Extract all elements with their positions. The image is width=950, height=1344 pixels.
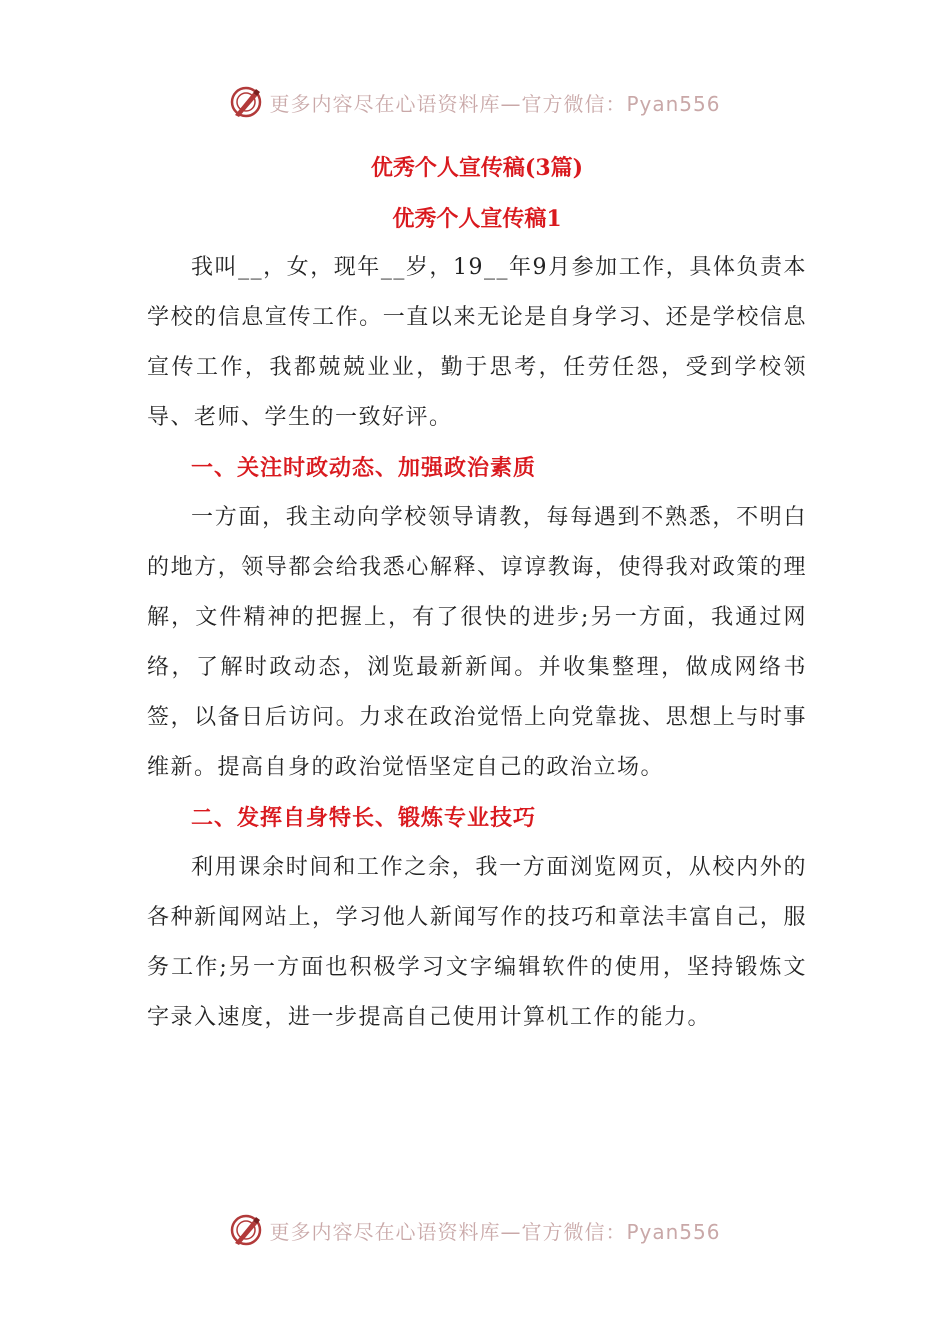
section-body-1: 一方面，我主动向学校领导请教，每每遇到不熟悉，不明白的地方，领导都会给我悉心解释、谆谆教诲，使得我对政策的理解，文件精神的把握上，有了很快的进步;另一方面，我通过网络，了解时政动态，浏览最新新闻。并收集整理，做成网络书签，以备日后访问。力求在政治觉悟上向党靠拢、思想上与时事维新。提高自身的政治觉悟坚定自己的政治立场。 [147, 505, 807, 780]
document-title: 优秀个人宣传稿(3篇) [370, 155, 584, 181]
watermark-text: 更多内容尽在心语资料库—官方微信：Pyan556 [269, 1219, 721, 1244]
section-heading-1: 一、关注时政动态、加强政治素质 [191, 455, 537, 481]
watermark-text: 更多内容尽在心语资料库—官方微信：Pyan556 [269, 91, 721, 116]
pen-circle-logo-icon [229, 1213, 263, 1247]
pen-circle-logo-icon [229, 85, 263, 119]
watermark-header [0, 82, 950, 122]
section-heading-2: 二、发挥自身特长、锻炼专业技巧 [191, 805, 537, 831]
document-subtitle: 优秀个人宣传稿1 [392, 206, 562, 232]
intro-paragraph: 我叫__，女，现年__岁，19__年9月参加工作，具体负责本学校的信息宣传工作。一直以来无论是自身学习、还是学校信息宣传工作，我都兢兢业业，勤于思考，任劳任怨，受到学校领导、老师、学生的一致好评。 [147, 255, 807, 430]
document-body [147, 150, 807, 1043]
watermark-footer [0, 1210, 950, 1250]
section-body-2: 利用课余时间和工作之余，我一方面浏览网页，从校内外的各种新闻网站上，学习他人新闻写作的技巧和章法丰富自己，服务工作;另一方面也积极学习文字编辑软件的使用，坚持锻炼文字录入速度，进一步提高自己使用计算机工作的能力。 [147, 855, 807, 1030]
